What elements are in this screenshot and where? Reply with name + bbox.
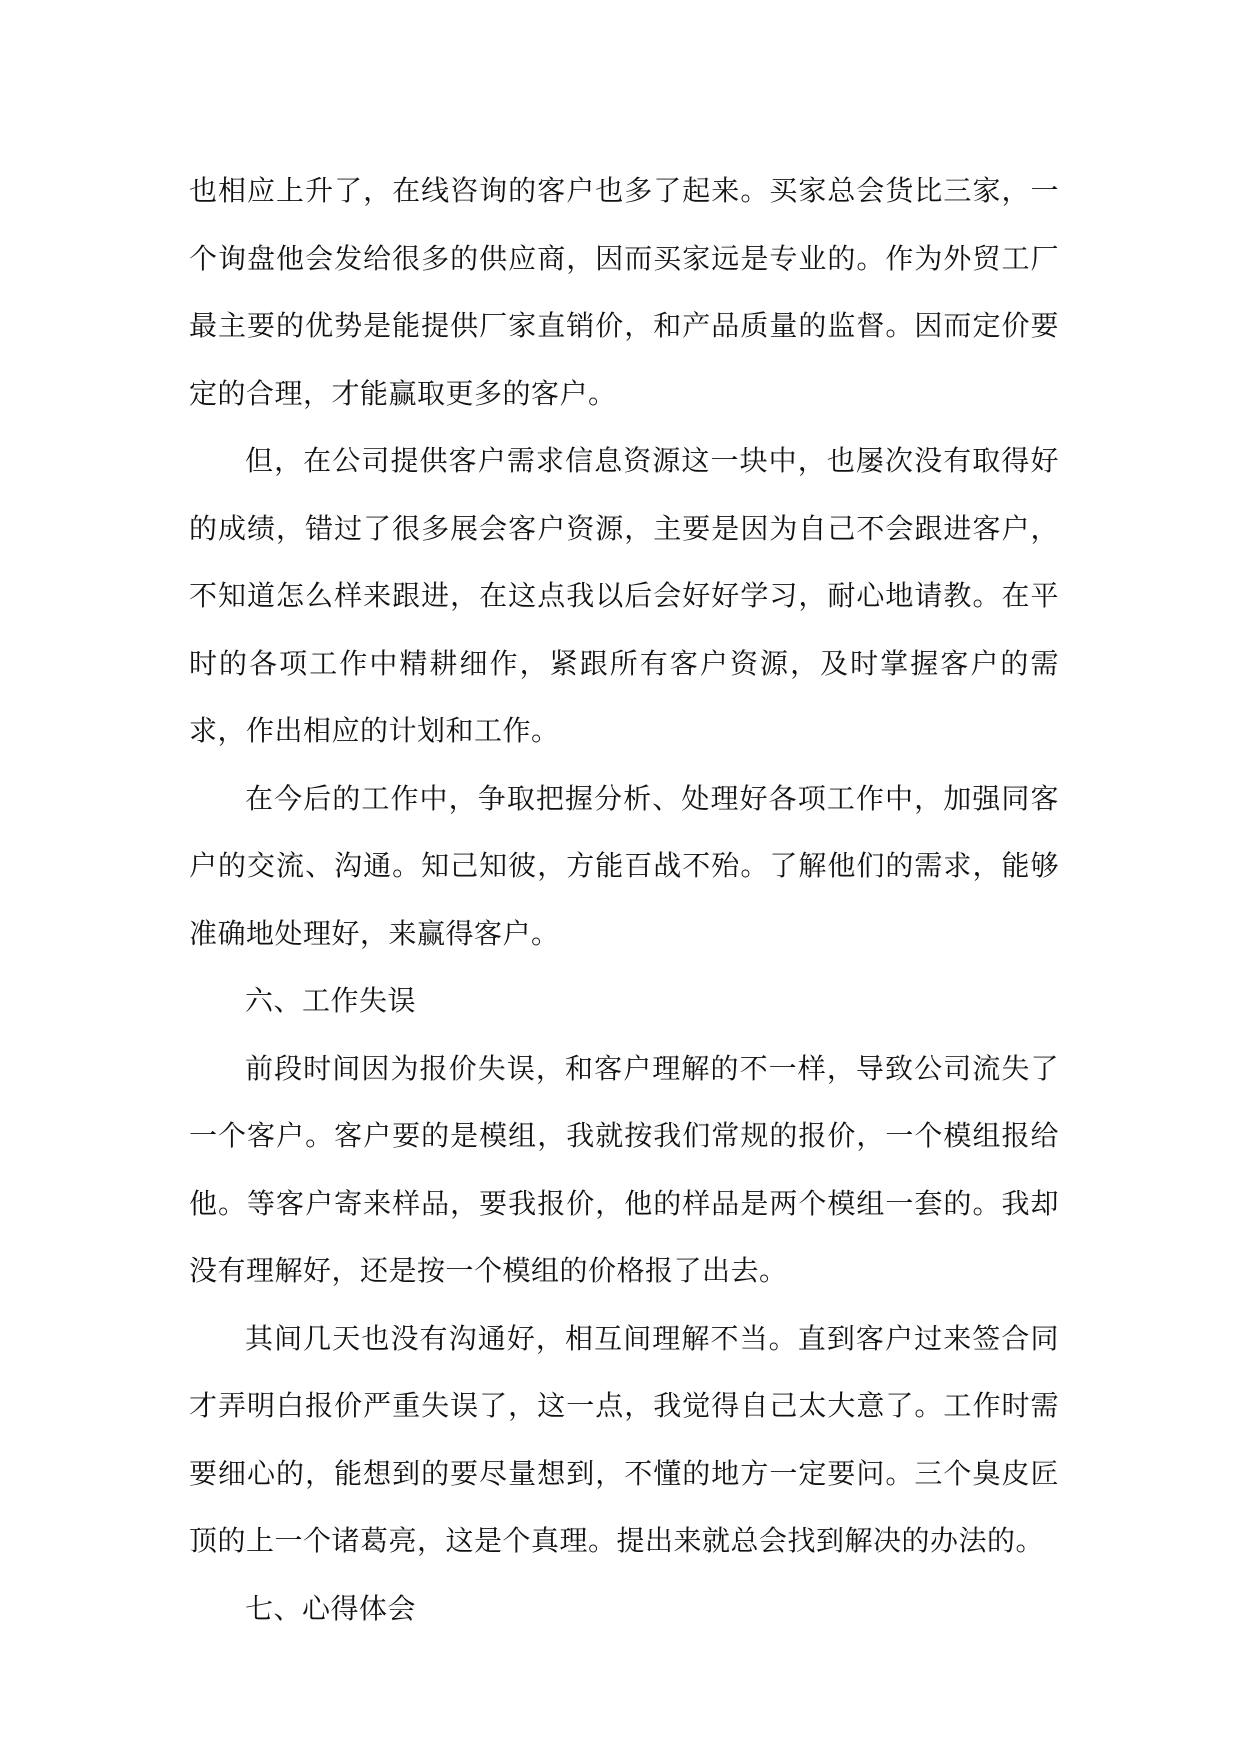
paragraph: 前段时间因为报价失误，和客户理解的不一样，导致公司流失了一个客户。客户要的是模组，我就按我们常规的报价，一个模组报给他。等客户寄来样品，要我报价，他的样品是两个模组一套的。我却没有理解好，还是按一个模组的价格报了出去。 <box>189 1051 1059 1287</box>
document-body <box>189 157 1059 1642</box>
section-heading-experience: 七、心得体会 <box>245 1591 417 1625</box>
paragraph: 但，在公司提供客户需求信息资源这一块中，也屡次没有取得好的成绩，错过了很多展会客户资源，主要是因为自己不会跟进客户，不知道怎么样来跟进，在这点我以后会好好学习，耐心地请教。在平时的各项工作中精耕细作，紧跟所有客户资源，及时掌握客户的需求，作出相应的计划和工作。 <box>189 444 1059 747</box>
paragraph-continuation: 也相应上升了，在线咨询的客户也多了起来。买家总会货比三家，一个询盘他会发给很多的供应商，因而买家远是专业的。作为外贸工厂最主要的优势是能提供厂家直销价，和产品质量的监督。因而定价要定的合理，才能赢取更多的客户。 <box>189 174 1059 410</box>
paragraph: 其间几天也没有沟通好，相互间理解不当。直到客户过来签合同才弄明白报价严重失误了，这一点，我觉得自己太大意了。工作时需要细心的，能想到的要尽量想到，不懂的地方一定要问。三个臭皮匠顶的上一个诸葛亮，这是个真理。提出来就总会找到解决的办法的。 <box>189 1321 1059 1557</box>
paragraph: 在今后的工作中，争取把握分析、处理好各项工作中，加强同客户的交流、沟通。知己知彼，方能百战不殆。了解他们的需求，能够准确地处理好，来赢得客户。 <box>189 781 1059 950</box>
section-heading-work-mistakes: 六、工作失误 <box>245 984 417 1017</box>
